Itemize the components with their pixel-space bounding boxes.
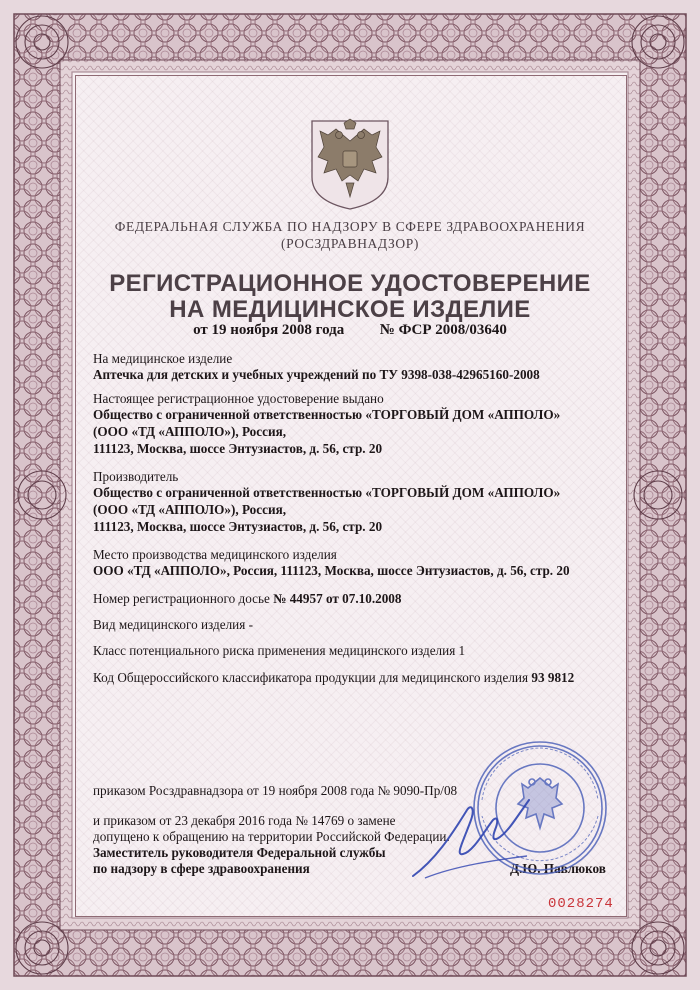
issued-to-line3: 111123, Москва, шоссе Энтузиастов, д. 56, стр. 20	[93, 441, 383, 456]
okp-code	[93, 670, 574, 686]
signer-title-line1: Заместитель руководителя Федеральной службы	[93, 845, 386, 860]
serial-number: 0028274	[548, 896, 614, 912]
issue-date: от 19 ноября 2008 года	[193, 322, 345, 338]
device-label: На медицинское изделие	[93, 351, 233, 366]
dossier-label: Номер регистрационного досье	[93, 591, 270, 606]
manufacturer-line1: Общество с ограниченной ответственностью «ТОРГОВЫЙ ДОМ «АППОЛО»	[93, 485, 561, 500]
okp-value: 93 9812	[531, 670, 575, 685]
manufacturer-label: Производитель	[93, 469, 179, 484]
agency-short-name: (РОСЗДРАВНАДЗОР)	[281, 236, 419, 251]
production-place-label: Место производства медицинского изделия	[93, 547, 337, 562]
production-place-value: ООО «ТД «АППОЛО», Россия, 111123, Москва, шоссе Энтузиастов, д. 56, стр. 20	[93, 563, 570, 578]
issued-to-label: Настоящее регистрационное удостоверение выдано	[93, 391, 384, 406]
document-title-line1: РЕГИСТРАЦИОННОЕ УДОСТОВЕРЕНИЕ	[109, 270, 591, 297]
order-line2: и приказом от 23 декабря 2016 года № 14769 о замене	[93, 813, 396, 828]
order-line1: приказом Росздравнадзора от 19 ноября 2008 года № 9090-Пр/08	[93, 783, 458, 798]
signature-icon	[405, 790, 535, 885]
device-value: Аптечка для детских и учебных учреждений по ТУ 9398-038-42965160-2008	[93, 367, 540, 382]
issued-to-line1: Общество с ограниченной ответственностью «ТОРГОВЫЙ ДОМ «АППОЛО»	[93, 407, 561, 422]
document-title-line2: НА МЕДИЦИНСКОЕ ИЗДЕЛИЕ	[169, 296, 531, 323]
dossier-value: № 44957 от 07.10.2008	[273, 591, 402, 606]
signer-title-line2: по надзору в сфере здравоохранения	[93, 861, 310, 876]
dossier-number	[93, 591, 402, 607]
permit-text: допущено к обращению на территории Российской Федерации.	[93, 829, 450, 844]
signer-name: Д.Ю. Павлюков	[510, 861, 606, 876]
risk-class: Класс потенциального риска применения медицинского изделия 1	[93, 643, 466, 658]
agency-name: ФЕДЕРАЛЬНАЯ СЛУЖБА ПО НАДЗОРУ В СФЕРЕ ЗДРАВООХРАНЕНИЯ	[114, 219, 586, 234]
manufacturer-line2: (ООО «ТД «АППОЛО»), Россия,	[93, 502, 287, 517]
double-headed-eagle-emblem-icon	[306, 117, 394, 211]
device-kind: Вид медицинского изделия -	[93, 617, 253, 632]
issued-to-line2: (ООО «ТД «АППОЛО»), Россия,	[93, 424, 287, 439]
title-date-number	[0, 322, 700, 339]
registration-number: № ФСР 2008/03640	[379, 322, 507, 338]
manufacturer-line3: 111123, Москва, шоссе Энтузиастов, д. 56, стр. 20	[93, 519, 383, 534]
okp-label: Код Общероссийского классификатора продукции для медицинского изделия	[93, 670, 529, 685]
